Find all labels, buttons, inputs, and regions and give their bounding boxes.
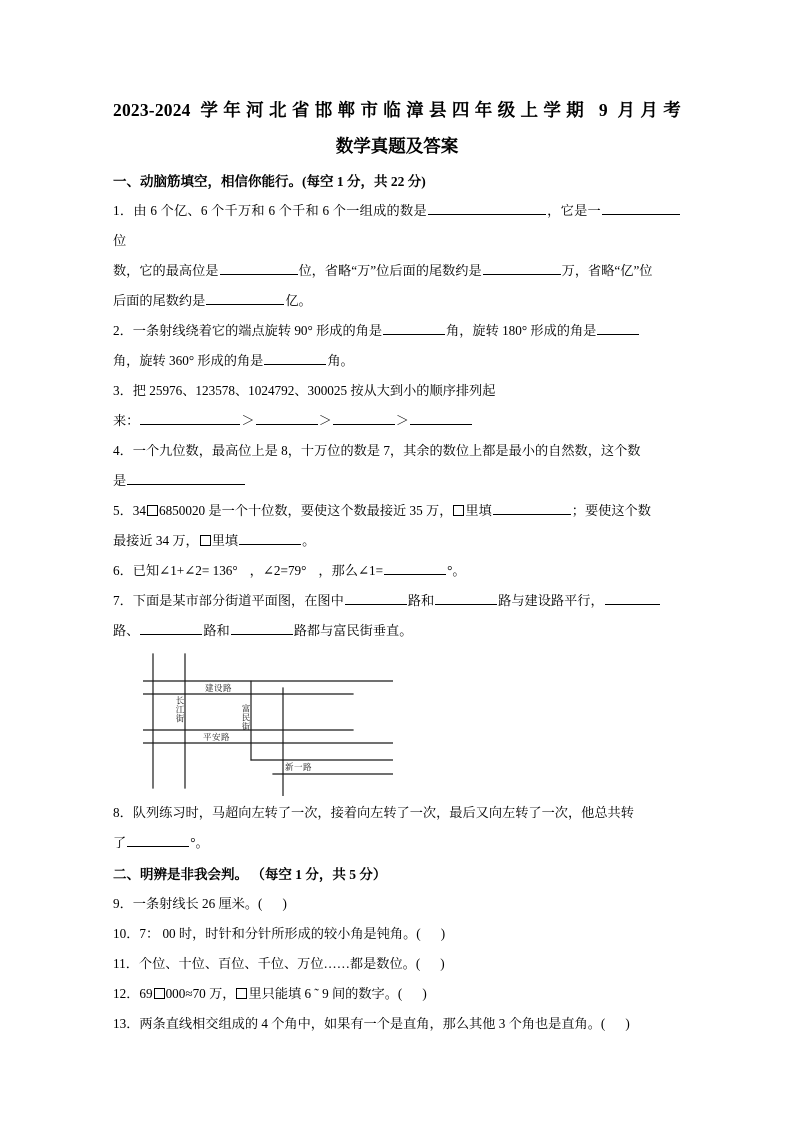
q11-number: 11． xyxy=(113,956,139,971)
q3-text-a: 把 25976、123578、1024792、300025 按从大到小的顺序排列起 xyxy=(132,383,496,398)
q4-blank-1[interactable] xyxy=(127,469,245,485)
q7-text-b: 路和 xyxy=(407,593,435,608)
q8-blank-1[interactable] xyxy=(127,831,189,847)
q12-text-c: 里只能填 6 ˜ 9 间的数字。( xyxy=(248,986,403,1001)
page-title-line-2: 数学真题及答案 xyxy=(335,136,459,156)
question-2 xyxy=(113,316,681,346)
q6-text-a: 已知∠1+∠2= 136° xyxy=(132,563,238,578)
map-label-jianshe-road: 建设路 xyxy=(205,683,233,693)
q7-number: 7． xyxy=(113,593,133,608)
q5-text-b: 6850020 是一个十位数，要使这个数最接近 35 万， xyxy=(158,503,453,518)
question-12 xyxy=(113,979,681,1009)
q1-text-h: 亿。 xyxy=(285,293,312,308)
map-label-changjiang-street: 长江街 xyxy=(175,696,185,723)
section-heading-2: 二、明辨是非我会判。 （每空 1 分，共 5 分） xyxy=(113,867,387,882)
q9-number: 9． xyxy=(113,896,133,911)
q12-text-d: ) xyxy=(422,986,427,1001)
q12-text-b: 000≈70 万， xyxy=(165,986,236,1001)
q6-text-c: ，那么∠1= xyxy=(318,563,384,578)
question-4-line-2 xyxy=(113,466,681,496)
q5-text-e: 最接近 34 万， xyxy=(113,533,199,548)
q5-text-d: ；要使这个数 xyxy=(571,503,651,518)
q5-blank-2[interactable] xyxy=(239,529,301,545)
q7-text-e: 路和 xyxy=(203,623,230,638)
question-3 xyxy=(113,376,681,406)
q8-number: 8． xyxy=(113,805,133,820)
q7-blank-1[interactable] xyxy=(345,589,407,605)
q3-blank-4[interactable] xyxy=(410,409,472,425)
q1-text-g: 后面的尾数约是 xyxy=(113,293,206,308)
q12-number: 12． xyxy=(113,986,140,1001)
q7-blank-4[interactable] xyxy=(140,619,202,635)
q8-text-b: 了 xyxy=(113,835,127,850)
q3-sep-2: ＞ xyxy=(318,413,332,428)
question-13 xyxy=(113,1009,681,1039)
q2-text-c: 角，旋转 360° 形成的角是 xyxy=(113,353,264,368)
q3-blank-1[interactable] xyxy=(140,409,240,425)
q3-number: 3． xyxy=(113,383,133,398)
question-5 xyxy=(113,496,681,526)
q8-text-c: °。 xyxy=(190,835,209,850)
q9-text-a: 一条射线长 26 厘米。( xyxy=(132,896,263,911)
q1-text-d: 数，它的最高位是 xyxy=(113,263,219,278)
q2-text-d: 角。 xyxy=(327,353,354,368)
q5-box-icon-1 xyxy=(147,505,158,516)
q1-text-c: 位 xyxy=(113,233,127,248)
q9-text-b: ) xyxy=(282,896,287,911)
question-10 xyxy=(113,919,681,949)
q12-box-icon-1 xyxy=(154,988,165,999)
street-map-figure xyxy=(113,648,681,798)
q1-blank-3[interactable] xyxy=(220,259,298,275)
question-11 xyxy=(113,949,681,979)
q6-blank-1[interactable] xyxy=(384,559,446,575)
q5-text-g: 。 xyxy=(302,533,316,548)
q2-text-a: 一条射线绕着它的端点旋转 90° 形成的角是 xyxy=(132,323,383,338)
question-1-line-2 xyxy=(113,256,681,286)
question-6 xyxy=(113,556,681,586)
map-label-fumin-street: 富民街 xyxy=(241,704,251,731)
q5-number: 5． xyxy=(113,503,133,518)
question-3-line-2 xyxy=(113,406,681,436)
q4-number: 4． xyxy=(113,443,133,458)
map-label-xinyi-road: 新一路 xyxy=(285,762,313,772)
q7-text-c: 路与建设路平行， xyxy=(498,593,604,608)
q3-text-b: 来： xyxy=(113,413,140,428)
q8-text-a: 队列练习时，马超向左转了一次，接着向左转了一次，最后又向左转了一次，他总共转 xyxy=(132,805,634,820)
q1-text-a: 由 6 个亿、6 个千万和 6 个千和 6 个一组成的数是 xyxy=(133,203,427,218)
question-9 xyxy=(113,889,681,919)
q11-text-b: ) xyxy=(440,956,445,971)
q13-number: 13． xyxy=(113,1016,140,1031)
q6-text-d: °。 xyxy=(447,563,466,578)
q7-text-a: 下面是某市部分街道平面图，在图中 xyxy=(132,593,344,608)
question-7-line-2 xyxy=(113,616,681,646)
q5-box-icon-2 xyxy=(453,505,464,516)
q3-blank-3[interactable] xyxy=(333,409,395,425)
q5-blank-1[interactable] xyxy=(493,499,571,515)
q3-blank-2[interactable] xyxy=(256,409,318,425)
q11-text-a: 个位、十位、百位、千位、万位……都是数位。( xyxy=(138,956,421,971)
page-title-line-1: 2023-2024 学年河北省邯郸市临漳县四年级上学期 9 月月考 xyxy=(113,100,681,120)
page-content xyxy=(113,92,681,1039)
q7-text-f: 路都与富民街垂直。 xyxy=(293,623,413,638)
q10-text-a: 7： 00 时，时针和分针所形成的较小角是钝角。( xyxy=(139,926,421,941)
q1-blank-5[interactable] xyxy=(206,289,284,305)
q2-blank-3[interactable] xyxy=(264,349,326,365)
q4-text-b: 是 xyxy=(113,473,127,488)
q13-text-b: ) xyxy=(625,1016,630,1031)
q1-text-e: 位，省略“万”位后面的尾数约是 xyxy=(298,263,482,278)
question-8 xyxy=(113,798,681,828)
question-4 xyxy=(113,436,681,466)
q1-text-f: 万，省略“亿”位 xyxy=(561,263,653,278)
q2-blank-2[interactable] xyxy=(597,319,639,335)
q2-text-b: 角，旋转 180° 形成的角是 xyxy=(446,323,597,338)
q6-number: 6． xyxy=(113,563,133,578)
q1-blank-1[interactable] xyxy=(428,199,546,215)
q2-number: 2． xyxy=(113,323,133,338)
q13-text-a: 两条直线相交组成的 4 个角中，如果有一个是直角，那么其他 3 个角也是直角。( xyxy=(139,1016,606,1031)
q10-number: 10． xyxy=(113,926,140,941)
q12-box-icon-2 xyxy=(236,988,247,999)
question-8-line-2 xyxy=(113,828,681,858)
question-5-line-2 xyxy=(113,526,681,556)
q5-text-a: 34 xyxy=(132,503,146,518)
question-1-line-3 xyxy=(113,286,681,316)
question-2-line-2 xyxy=(113,346,681,376)
q1-blank-2[interactable] xyxy=(602,199,680,215)
q7-blank-3[interactable] xyxy=(605,589,660,605)
q1-text-b: ，它是一 xyxy=(546,203,602,218)
q3-sep-1: ＞ xyxy=(241,413,255,428)
q4-text-a: 一个九位数，最高位上是 8，十万位的数是 7，其余的数位上都是最小的自然数，这个数 xyxy=(132,443,641,458)
question-7 xyxy=(113,586,681,616)
q5-text-f: 里填 xyxy=(211,533,239,548)
q1-number: 1． xyxy=(113,203,134,218)
q12-text-a: 69 xyxy=(139,986,153,1001)
q6-text-b: ，∠2=79° xyxy=(249,563,307,578)
q3-sep-3: ＞ xyxy=(395,413,409,428)
q7-blank-2[interactable] xyxy=(435,589,497,605)
q5-text-c: 里填 xyxy=(465,503,492,518)
q2-blank-1[interactable] xyxy=(383,319,445,335)
q7-blank-5[interactable] xyxy=(231,619,293,635)
q5-box-icon-3 xyxy=(200,535,211,546)
map-label-pingan-road: 平安路 xyxy=(203,732,231,742)
section-heading-1: 一、动脑筋填空，相信你能行。(每空 1 分，共 22 分) xyxy=(113,174,426,189)
q1-blank-4[interactable] xyxy=(483,259,561,275)
question-1 xyxy=(113,196,681,256)
q7-text-d: 路、 xyxy=(113,623,140,638)
q10-text-b: ) xyxy=(440,926,446,941)
